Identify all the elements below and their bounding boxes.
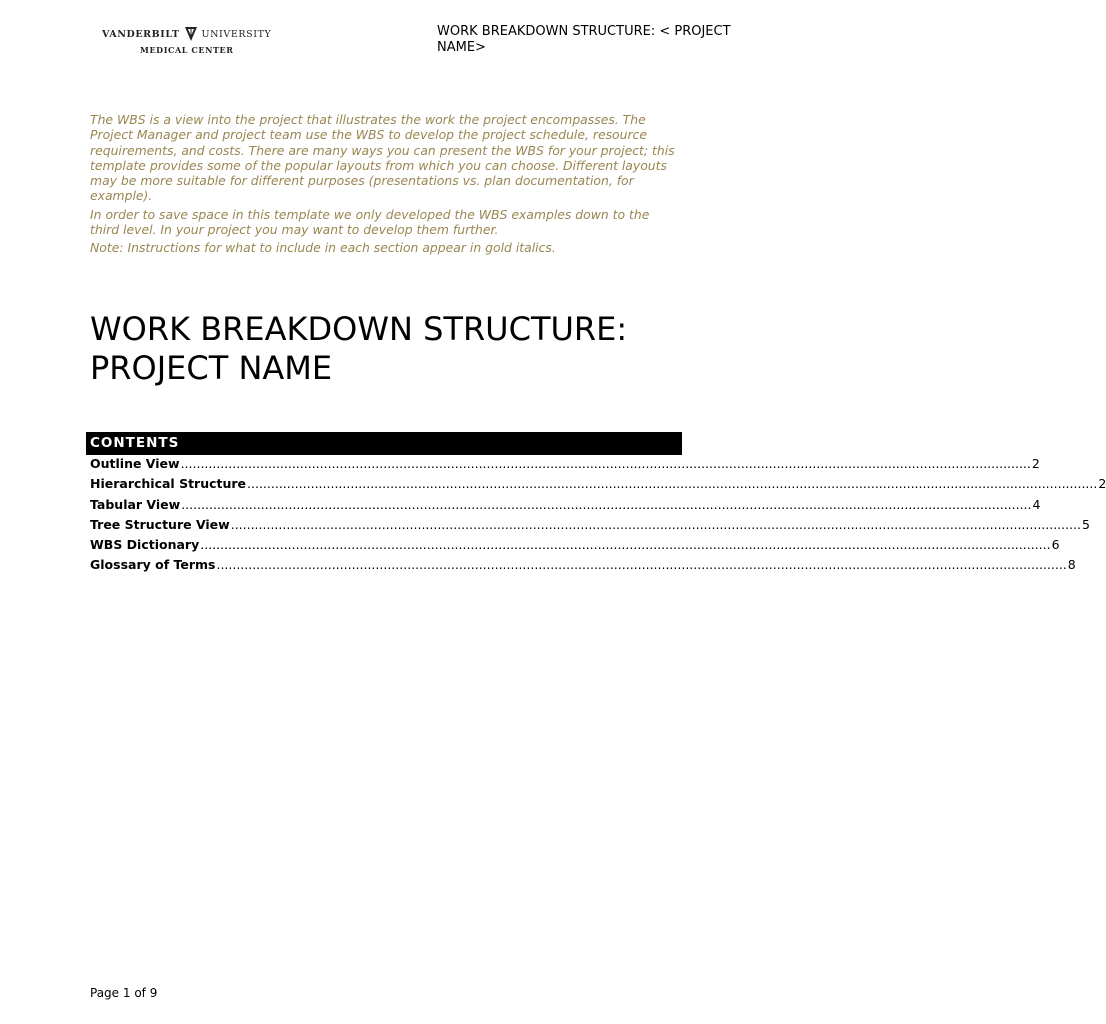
toc-entry-wbs-dictionary[interactable] <box>90 537 1060 557</box>
document-title-line1: WORK BREAKDOWN STRUCTURE: <box>90 310 628 348</box>
toc-leader <box>181 456 1031 471</box>
toc-entry-title[interactable]: Outline View <box>90 456 180 471</box>
toc-entry-page[interactable]: 2 <box>1098 476 1106 492</box>
logo-wordmark <box>102 26 272 42</box>
toc-leader <box>200 537 1050 552</box>
instructions-block <box>90 112 680 259</box>
toc-entry-glossary-of-terms[interactable] <box>90 557 1076 577</box>
table-of-contents <box>90 456 1106 578</box>
toc-entry-page[interactable]: 5 <box>1082 516 1090 532</box>
toc-entry-outline-view[interactable] <box>90 456 1040 476</box>
vanderbilt-logo <box>102 26 272 55</box>
toc-entry-title[interactable]: WBS Dictionary <box>90 537 200 553</box>
toc-entry-page[interactable]: 4 <box>1032 496 1041 512</box>
toc-entry-title[interactable]: Tabular View <box>90 496 181 512</box>
toc-entry-title[interactable]: Hierarchical Structure <box>90 476 247 492</box>
document-title-line2: PROJECT NAME <box>90 349 333 387</box>
toc-entry-tabular-view[interactable] <box>90 496 1041 517</box>
instruction-note: Note: Instructions for what to include in each section appear in gold italics. <box>90 240 556 256</box>
logo-right-word: UNIVERSITY <box>201 28 272 40</box>
toc-entry-title[interactable]: Glossary of Terms <box>90 557 216 573</box>
instruction-paragraph: The WBS is a view into the project that illustrates the work the project encompasses. The Project Manager and project team use the WBS to develop the project schedule, resource requirements, and costs. There are many ways you can present the WBS for your project; this template provides some of the popular layouts from which you can choose. Different layouts may be more suitable for different purposes (presentations vs. plan documentation, for example). <box>90 112 675 204</box>
oak-leaf-v-icon <box>184 26 198 42</box>
toc-leader <box>181 497 1031 512</box>
toc-heading: CONTENTS <box>86 432 682 455</box>
toc-entry-hierarchical-structure[interactable] <box>90 476 1106 496</box>
toc-entry-page[interactable]: 8 <box>1067 557 1076 573</box>
toc-entry-page[interactable]: 2 <box>1031 456 1040 471</box>
toc-entry-tree-structure-view[interactable] <box>90 516 1090 537</box>
toc-leader <box>216 557 1066 572</box>
toc-entry-title[interactable]: Tree Structure View <box>90 516 230 532</box>
toc-entry-page[interactable]: 6 <box>1051 537 1060 553</box>
logo-subtitle: MEDICAL CENTER <box>140 45 234 55</box>
document-title <box>90 310 730 388</box>
page-number-footer: Page 1 of 9 <box>90 986 158 1000</box>
header-title: WORK BREAKDOWN STRUCTURE: < PROJECT NAME> <box>437 24 731 55</box>
logo-left-word: VANDERBILT <box>102 28 180 40</box>
toc-leader <box>247 476 1097 491</box>
instruction-paragraph: In order to save space in this template we only developed the WBS examples down to the third level. In your project you may want to develop them further. <box>90 206 650 238</box>
toc-leader <box>231 517 1081 532</box>
